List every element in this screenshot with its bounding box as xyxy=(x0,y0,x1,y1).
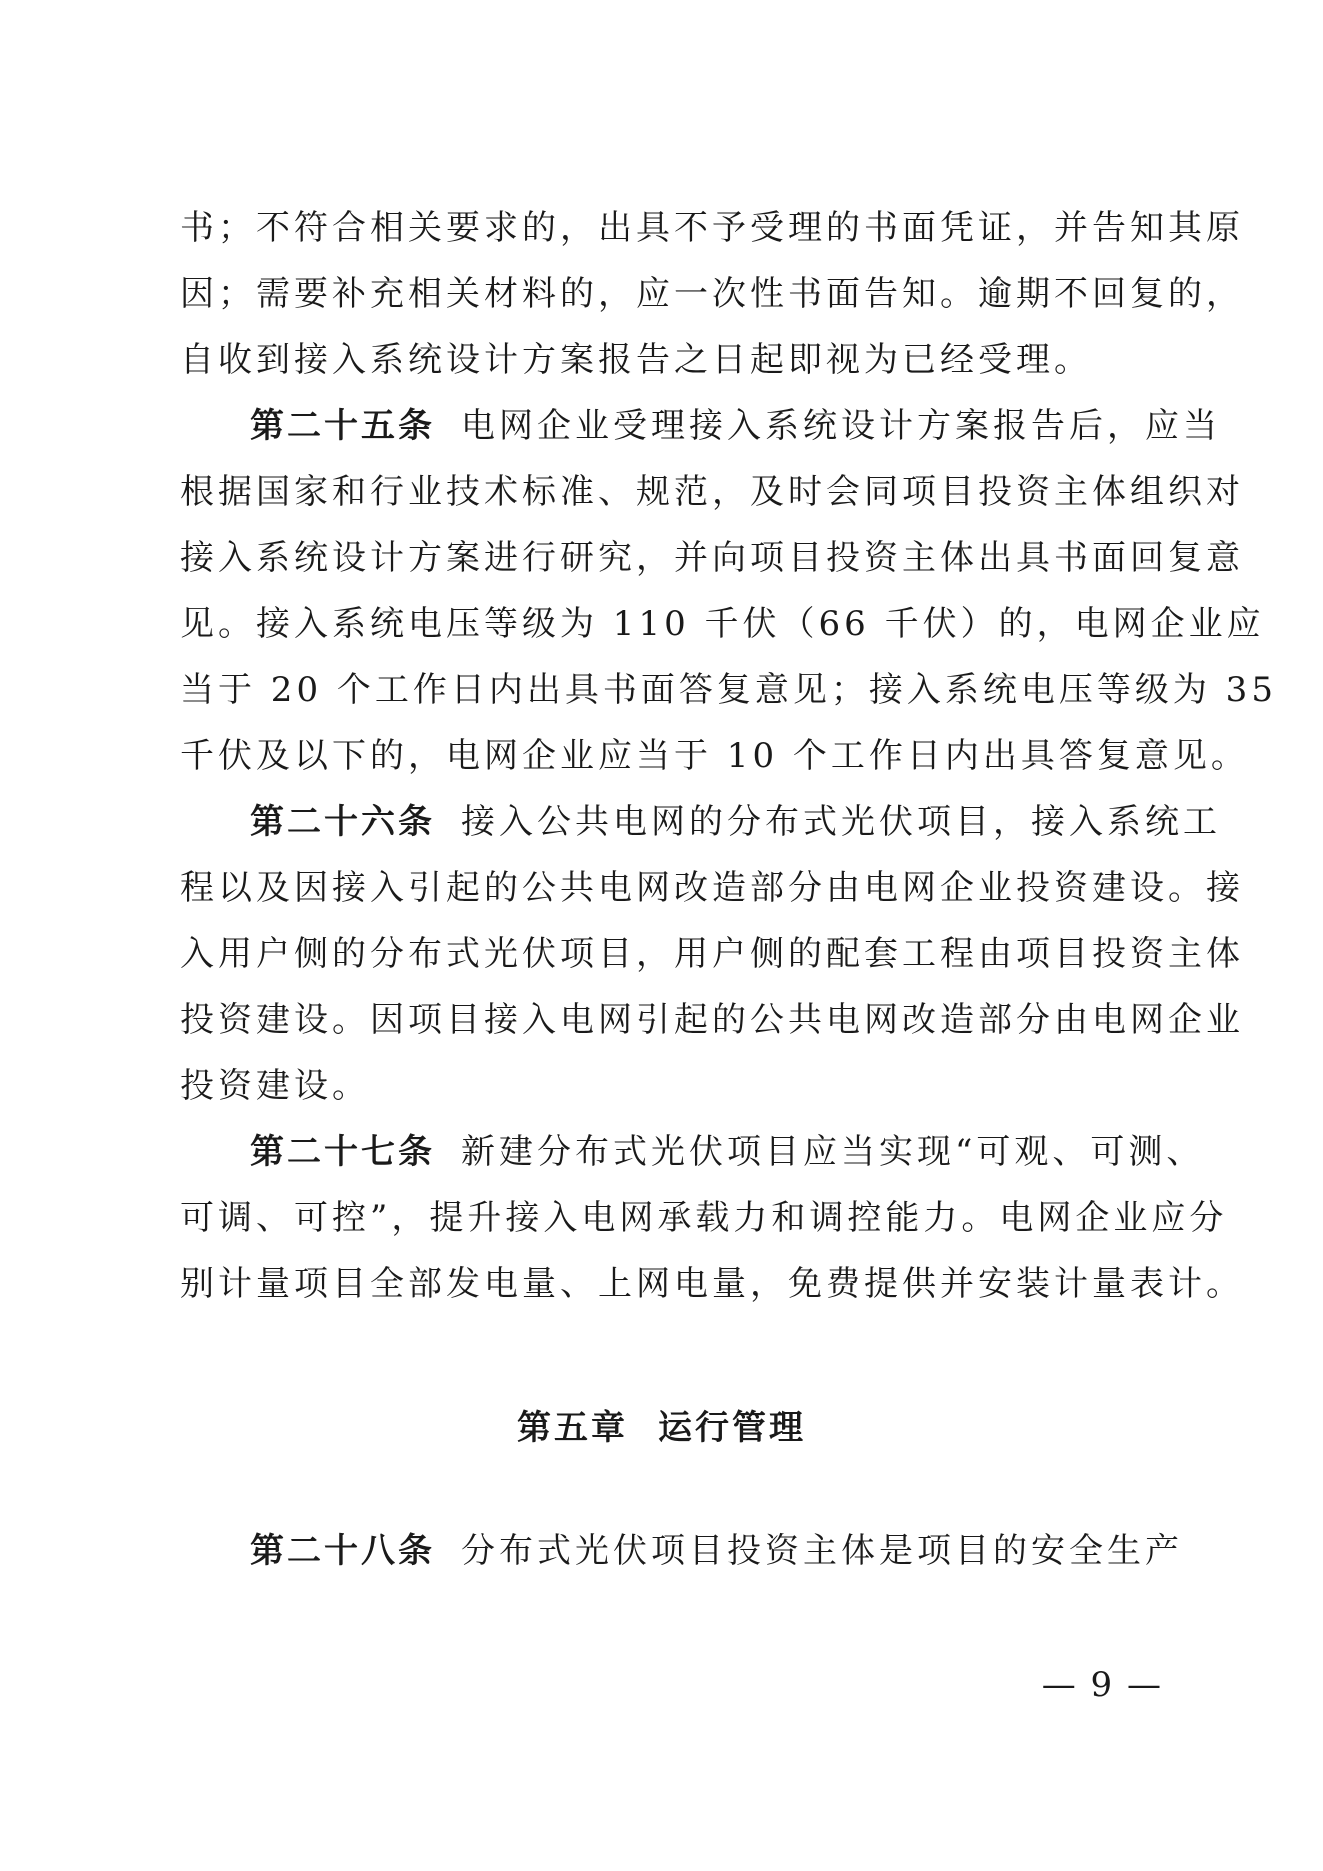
article-first-line xyxy=(180,789,1221,855)
chapter-heading xyxy=(0,1400,1323,1449)
text-segment: 接入公共电网的分布式光伏项目，接入系统工 xyxy=(461,802,1221,842)
page-number: — 9 — xyxy=(1041,1665,1163,1705)
article-first-line xyxy=(180,1518,1183,1584)
article-27 xyxy=(180,1119,1244,1317)
article-heading: 第二十七条 xyxy=(250,1132,435,1172)
article-heading: 第二十八条 xyxy=(250,1531,435,1571)
text-line: 自收到接入系统设计方案报告之日起即视为已经受理。 xyxy=(180,340,1092,380)
text-line: 因；需要补充相关材料的，应一次性书面告知。逾期不回复的， xyxy=(180,274,1244,314)
text-line: 接入系统设计方案进行研究，并向项目投资主体出具书面回复意 xyxy=(180,538,1244,578)
chapter-number: 第五章 xyxy=(517,1408,628,1448)
article-heading: 第二十六条 xyxy=(250,802,435,842)
text-line: 程以及因接入引起的公共电网改造部分由电网企业投资建设。接 xyxy=(180,868,1244,908)
text-line: 入用户侧的分布式光伏项目，用户侧的配套工程由项目投资主体 xyxy=(180,934,1244,974)
text-line: 投资建设。因项目接入电网引起的公共电网改造部分由电网企业 xyxy=(180,1000,1244,1040)
text-line: 书；不符合相关要求的，出具不予受理的书面凭证，并告知其原 xyxy=(180,208,1244,248)
text-line: 投资建设。 xyxy=(180,1066,370,1106)
article-first-line xyxy=(180,393,1221,459)
text-line: 别计量项目全部发电量、上网电量，免费提供并安装计量表计。 xyxy=(180,1264,1244,1304)
text-segment: 新建分布式光伏项目应当实现“可观、可测、 xyxy=(461,1132,1205,1172)
text-line: 千伏及以下的，电网企业应当于 10 个工作日内出具答复意见。 xyxy=(180,736,1249,776)
article-28 xyxy=(180,1518,1183,1584)
text-line: 可调、可控”，提升接入电网承载力和调控能力。电网企业应分 xyxy=(180,1198,1228,1238)
text-line: 根据国家和行业技术标准、规范，及时会同项目投资主体组织对 xyxy=(180,472,1244,512)
text-segment: 电网企业受理接入系统设计方案报告后，应当 xyxy=(461,406,1221,446)
text-segment: 分布式光伏项目投资主体是项目的安全生产 xyxy=(461,1531,1183,1571)
article-25 xyxy=(180,393,1277,789)
text-line: 见。接入系统电压等级为 110 千伏（66 千伏）的，电网企业应 xyxy=(180,604,1265,644)
text-line: 当于 20 个工作日内出具书面答复意见；接入系统电压等级为 35 xyxy=(180,670,1277,710)
paragraph-continuation xyxy=(180,195,1244,393)
article-26 xyxy=(180,789,1244,1119)
article-heading: 第二十五条 xyxy=(250,406,435,446)
article-first-line xyxy=(180,1119,1205,1185)
chapter-title: 运行管理 xyxy=(658,1408,806,1448)
